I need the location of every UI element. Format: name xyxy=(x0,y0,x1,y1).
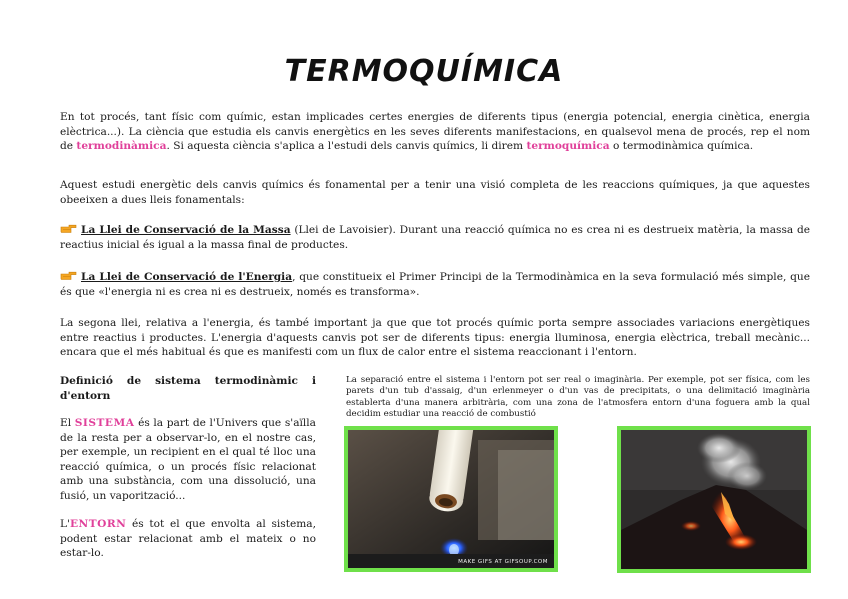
system-pre: El xyxy=(60,417,75,429)
intro-text-2: . Si aquesta ciència s'aplica a l'estudi dels canvis químics, li direm xyxy=(166,140,527,152)
environment-definition xyxy=(60,517,316,561)
caption-text: La separació entre el sistema i l'entorn pot ser real o imaginària. Per exemple, pot ser física, com les parets d'un tub d'assaig, d'un erlenmeyer o d'un vas de precipitats, o una delimitació imaginària establerta d'una manera arbitrària, com una zona de l'atmosfera entorn d'una foguera amb la qual decidim estudiar una reacció de combustió xyxy=(346,375,810,420)
system-text: és la part de l'Univers que s'aïlla de la resta per a observar-lo, en el nostre cas, per exemple, un recipient en el qual té lloc una reacció química, o un procés físic relacionat amb una substància, com una dissolució, una fusió, un vaporització... xyxy=(60,417,316,502)
intro-paragraph xyxy=(60,110,810,154)
volcano-photo xyxy=(617,426,811,573)
test-tube-burner-photo xyxy=(344,426,558,572)
term-termodinamica: termodinàmica xyxy=(76,140,167,152)
fundamental-paragraph: Aquest estudi energètic dels canvis químics és fonamental per a tenir una visió completa de les reaccions químiques, ja que aquestes obeeixen a dues lleis fonamentals: xyxy=(60,179,810,206)
definition-column xyxy=(60,374,316,561)
intro-text-3: o termodinàmica química. xyxy=(609,140,754,152)
definition-heading: Definició de sistema termodinàmic i d'entorn xyxy=(60,375,316,402)
law-energy-name: La Llei de Conservació de l'Energia xyxy=(81,271,293,283)
volcano-image xyxy=(621,430,807,569)
law-mass-name: La Llei de Conservació de la Massa xyxy=(81,224,291,236)
environment-text: és tot el que envolta al sistema, podent estar relacionat amb el mateix o no estar-lo. xyxy=(60,518,316,559)
intro-text-1: En tot procés, tant físic com químic, estan implicades certes energies de diferents tipus (energia potencial, energia cinètica, energia elèctrica...). La ciència que estudia els canvis energètics en les seves diferents manifestacions, en qualsevol mena de procés, rep el nom de xyxy=(60,111,810,152)
gif-watermark: MAKE GIFS AT GIFSOUP.COM xyxy=(458,559,548,565)
law-mass-text: (Llei de Lavoisier). Durant una reacció química no es crea ni es destrueix matèria, la massa de reactius inicial és igual a la massa final de productes. xyxy=(60,224,810,251)
system-definition xyxy=(60,416,316,503)
page-title: TERMOQUÍMICA xyxy=(284,54,564,89)
law-energy-paragraph xyxy=(60,270,810,299)
test-tube-burner-image xyxy=(348,430,554,568)
law-mass-paragraph xyxy=(60,223,810,252)
law-energy-text: , que constitueix el Primer Principi de la Termodinàmica en la seva formulació més simple, que és que «l'energia ni es crea ni es destrueix, només es transforma». xyxy=(60,271,810,298)
pointing-hand-icon xyxy=(60,270,77,281)
term-sistema: SISTEMA xyxy=(74,417,135,429)
term-entorn: ENTORN xyxy=(69,518,127,530)
term-termoquimica: termoquímica xyxy=(526,140,610,152)
second-law-paragraph: La segona llei, relativa a l'energia, és també important ja que que tot procés químic porta sempre associades variacions energètiques entre reactius i productes. L'energia d'aquests canvis pot ser de diferents tipus: energia lluminosa, energia elèctrica, treball mecànic... encara que el més habitual és que es manifesti com un flux de calor entre el sistema reaccionant i l'entorn. xyxy=(60,317,810,358)
pointing-hand-icon xyxy=(60,223,77,234)
environment-pre: L' xyxy=(60,518,70,530)
